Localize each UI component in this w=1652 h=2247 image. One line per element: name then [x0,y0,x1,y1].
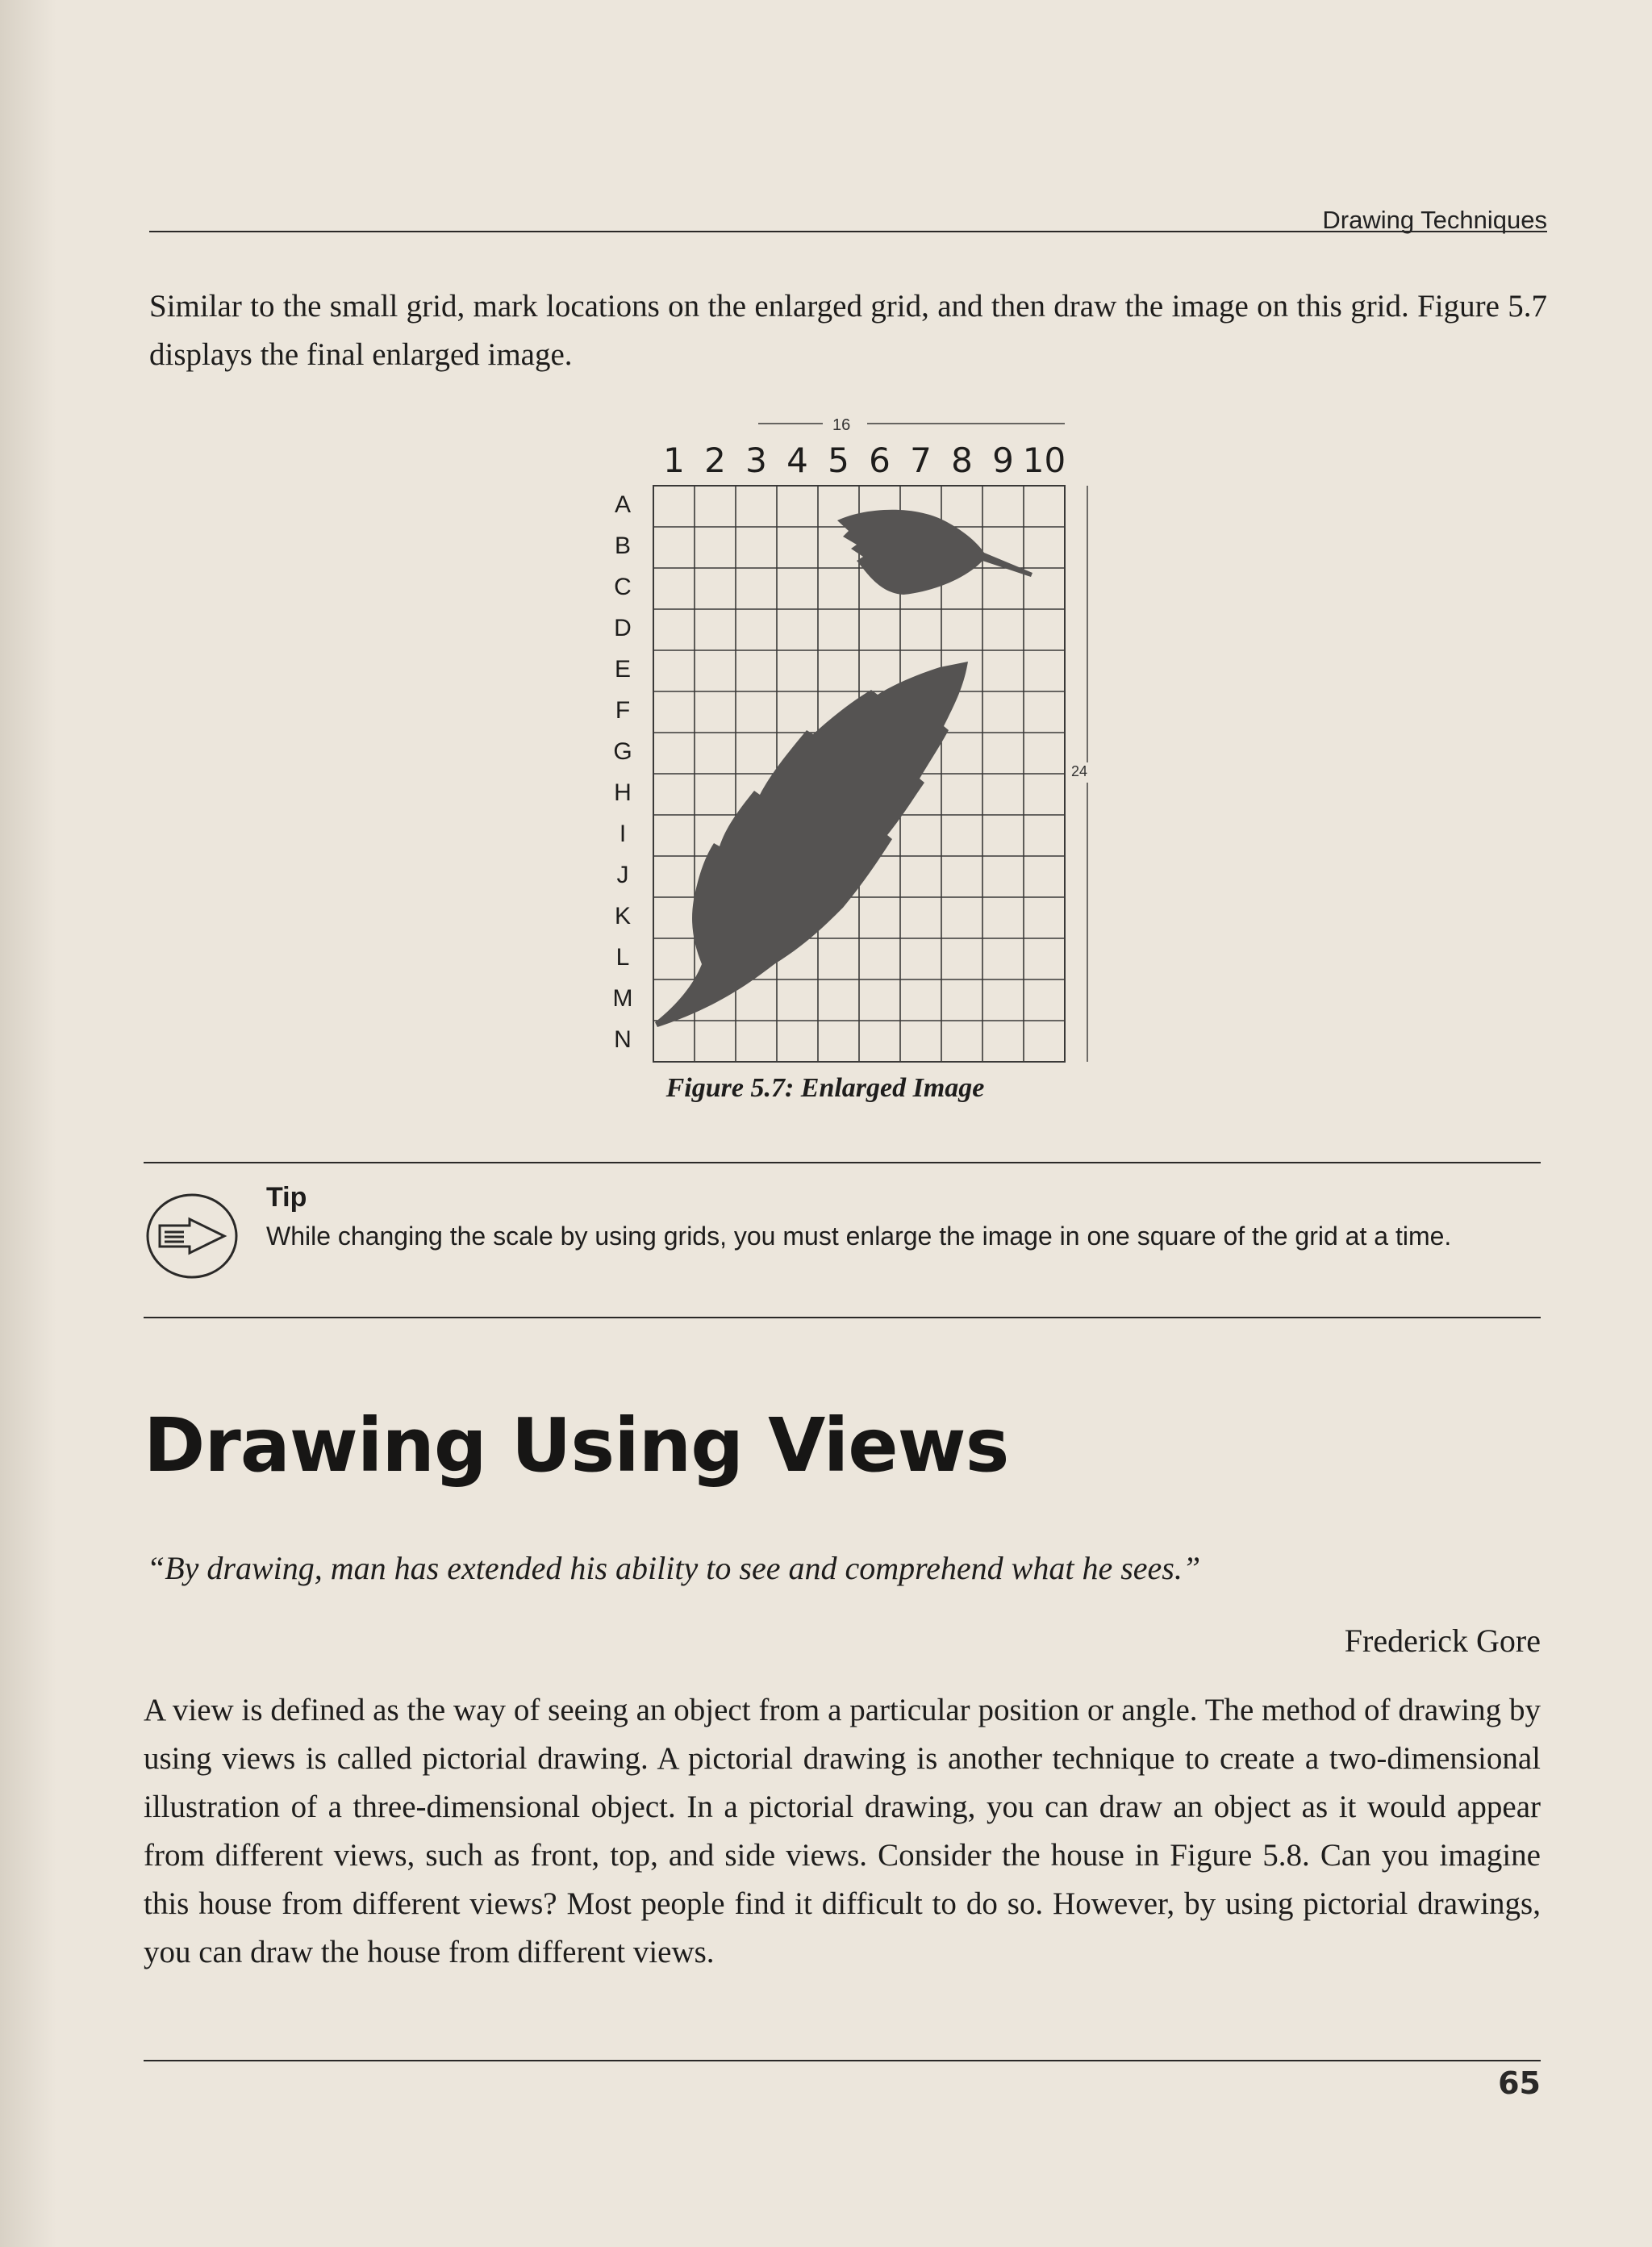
height-dimension-label: 24 [1071,763,1088,779]
section-title: Drawing Using Views [144,1402,1009,1489]
column-label: 5 [828,441,849,480]
column-label: 10 [1022,441,1066,480]
tip-bottom-rule [144,1317,1541,1318]
row-label: B [614,533,632,559]
page-edge-shadow [0,0,56,2247]
enlarged-grid-figure [597,407,1129,1065]
small-leaf [837,510,1032,595]
column-labels [663,441,1066,480]
row-labels [613,491,633,1053]
column-label: 8 [951,441,973,480]
intro-paragraph: Similar to the small grid, mark locations on the enlarged grid, and then draw the image on this grid. Figure 5.7 displays the final enlarged image. [149,289,1547,372]
row-label: G [613,738,632,765]
figure-caption-text: Figure 5.7: Enlarged Image [665,1073,985,1103]
row-label: C [614,574,632,600]
row-label: J [616,862,629,888]
column-label: 3 [745,441,767,480]
row-label: I [619,821,627,847]
column-label: 4 [786,441,808,480]
running-head: Drawing Techniques [1322,206,1547,234]
row-label: A [614,491,632,518]
column-label: 7 [910,441,932,480]
column-label: 1 [663,441,685,480]
column-label: 6 [869,441,891,480]
row-label: D [614,615,632,641]
row-label: E [614,656,632,683]
body-paragraph: A view is defined as the way of seeing an object from a particular position or angle. The method of drawing by using views is called pictorial drawing. A pictorial drawing is another technique to create a two-dimensional illustration of a three-dimensional object. In a pictorial drawing, you can draw an object as it would appear from different views, such as front, top, and side views. Consider the house in Figure 5.8. Can you imagine this house from different views? Most people find it difficult to do so. However, by using pictorial drawings, you can draw the house from different views. [144,1693,1541,1969]
pointing-hand-icon [145,1192,242,1280]
header-rule [149,231,1547,232]
row-label: F [615,697,631,724]
row-label: K [614,903,632,929]
page-number: 65 [1498,2065,1541,2101]
figure-caption [0,1073,1652,1104]
large-leaf [655,662,968,1027]
quote: “By drawing, man has extended his ability to see and comprehend what he sees.” [147,1550,1201,1586]
column-label: 2 [704,441,726,480]
tip-title: Tip [266,1182,307,1213]
quote-attribution: Frederick Gore [1344,1623,1541,1659]
column-label: 9 [992,441,1014,480]
tip-top-rule [144,1162,1541,1163]
tip-text: While changing the scale by using grids, you must enlarge the image in one square of the grid at a time. [266,1222,1452,1251]
row-label: M [612,985,633,1012]
footer-rule [144,2060,1541,2061]
row-label: L [615,944,630,971]
row-label: H [614,779,632,806]
width-dimension-label: 16 [832,416,851,434]
row-label: N [614,1026,632,1053]
